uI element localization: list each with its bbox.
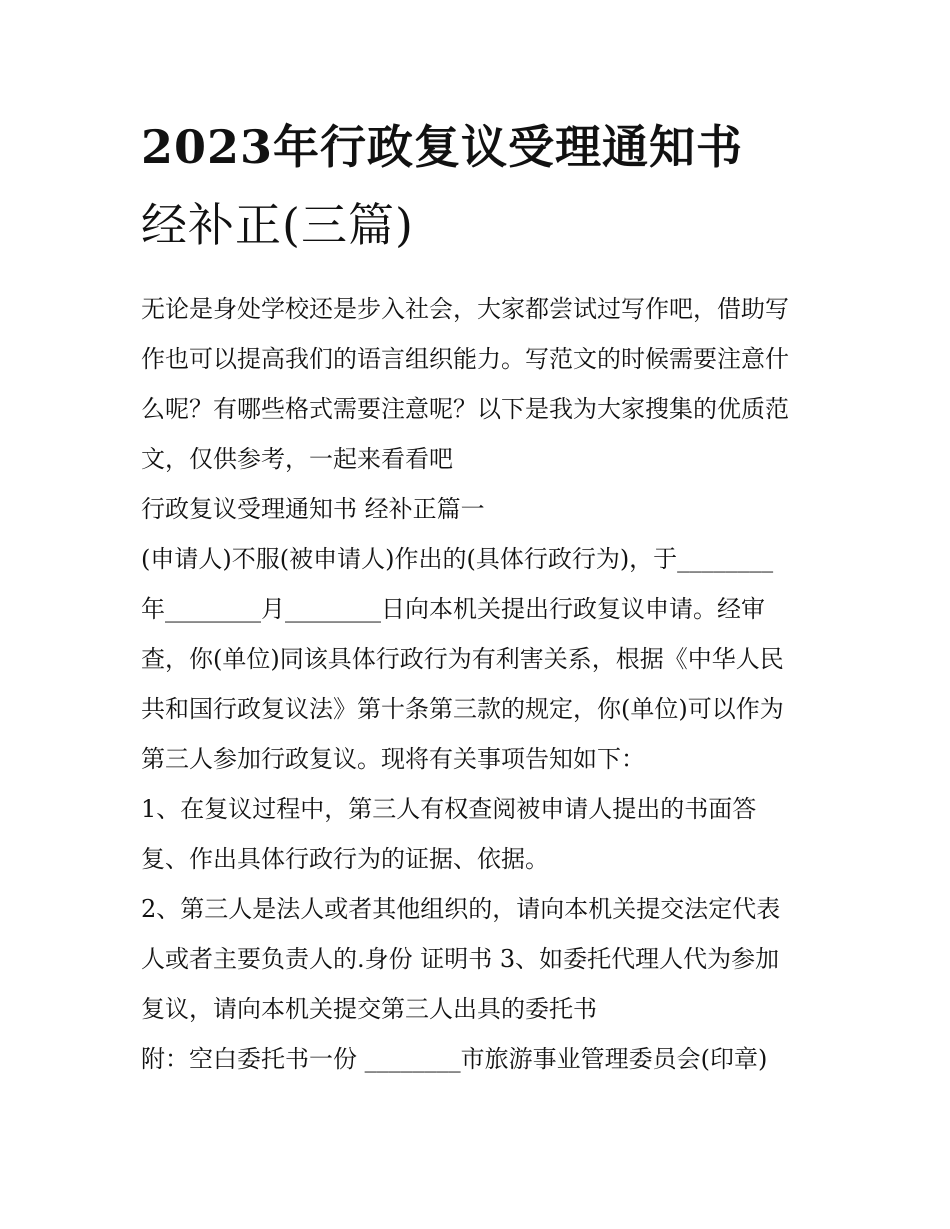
body-line: 无论是身处学校还是步入社会，大家都尝试过写作吧，借助写	[141, 295, 789, 323]
list-item-3-cont: 复议，请向本机关提交第三人出具的委托书	[141, 995, 597, 1023]
document-page	[141, 108, 821, 1084]
body-line: 年________月________日向本机关提出行政复议申请。经审	[141, 595, 765, 623]
list-item-2: 2、第三人是法人或者其他组织的，请向本机关提交法定代表	[141, 895, 781, 923]
body-line: 么呢？有哪些格式需要注意呢？以下是我为大家搜集的优质范	[141, 395, 789, 423]
body-line: 查，你(单位)同该具体行政行为有利害关系，根据《中华人民	[141, 645, 784, 673]
body-line: (申请人)不服(被申请人)作出的(具体行政行为)，于________	[141, 545, 774, 573]
document-title	[141, 108, 821, 264]
title-line-2: 经补正(三篇)	[141, 198, 414, 252]
attachment-line: 附：空白委托书一份 ________市旅游事业管理委员会(印章)	[141, 1045, 768, 1073]
body-line: 作也可以提高我们的语言组织能力。写范文的时候需要注意什	[141, 345, 789, 373]
document-body	[141, 284, 821, 1084]
body-line: 共和国行政复议法》第十条第三款的规定，你(单位)可以作为	[141, 695, 784, 723]
body-line: 文，仅供参考，一起来看看吧	[141, 445, 453, 473]
title-line-1: 2023年行政复议受理通知书	[141, 120, 744, 174]
body-line: 第三人参加行政复议。现将有关事项告知如下：	[141, 745, 645, 773]
list-item-2-cont: 人或者主要负责人的.身份 证明书 3、如委托代理人代为参加	[141, 945, 780, 973]
list-item-1-cont: 复、作出具体行政行为的证据、依据。	[141, 845, 549, 873]
list-item-1: 1、在复议过程中，第三人有权查阅被申请人提出的书面答	[141, 795, 757, 823]
section-heading: 行政复议受理通知书 经补正篇一	[141, 495, 485, 523]
